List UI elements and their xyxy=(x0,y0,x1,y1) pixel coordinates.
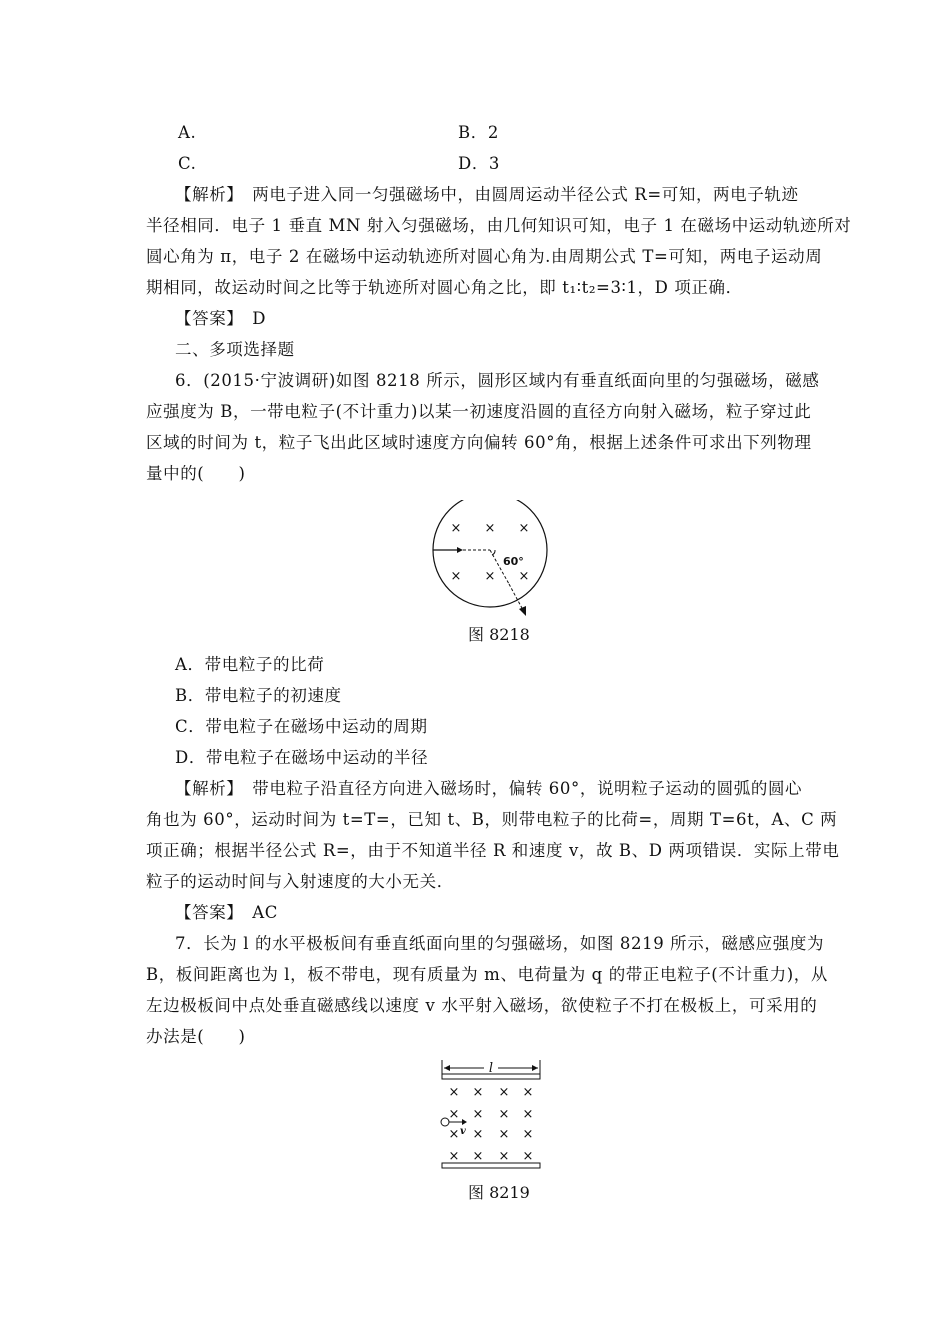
q6-analysis-line: 项正确；根据半径公式 R=，由于不知道半径 R 和速度 v，故 B、D 两项错误．实际上带电 xyxy=(146,841,840,860)
q5-option-b: B．2 xyxy=(458,123,499,142)
q7-stem-line: 7．长为 l 的水平极板间有垂直纸面向里的匀强磁场，如图 8219 所示，磁感应强度为 xyxy=(175,934,825,953)
exit-arrow-icon xyxy=(519,606,526,616)
field-cross: × xyxy=(522,1107,534,1122)
q5-analysis-line: 【解析】 两电子进入同一匀强磁场中，由圆周运动半径公式 R=可知，两电子轨迹 xyxy=(175,185,799,204)
field-cross: × xyxy=(522,1085,534,1100)
field-cross: × xyxy=(498,1107,510,1122)
q6-analysis-line: 【解析】 带电粒子沿直径方向进入磁场时，偏转 60°，说明粒子运动的圆弧的圆心 xyxy=(175,779,803,798)
q5-analysis-line: 半径相同．电子 1 垂直 MN 射入匀强磁场，由几何知识可知，电子 1 在磁场中运动轨迹所对 xyxy=(146,216,852,235)
field-cross: × xyxy=(472,1107,484,1122)
field-cross: × xyxy=(498,1085,510,1100)
q5-analysis-line: 圆心角为 π，电子 2 在磁场中运动轨迹所对圆心角为.由周期公式 T=可知，两电子运动周 xyxy=(146,247,823,266)
section-title: 二、多项选择题 xyxy=(175,340,295,359)
q6-stem-line: 量中的( ) xyxy=(146,464,246,483)
figure-caption: 图 8218 xyxy=(468,625,530,644)
figure-8219 xyxy=(432,1058,547,1174)
length-arrow-left-icon xyxy=(444,1065,450,1071)
q5-answer: 【答案】 D xyxy=(175,309,267,328)
q7-stem-line: B，板间距离也为 l，板不带电，现有质量为 m、电荷量为 q 的带正电粒子(不计重力)，从 xyxy=(146,965,828,984)
q6-stem-line: 应强度为 B，一带电粒子(不计重力)以某一初速度沿圆的直径方向射入磁场，粒子穿过此 xyxy=(146,402,812,421)
field-cross: × xyxy=(448,1127,460,1142)
q6-stem-line: 区域的时间为 t，粒子飞出此区域时速度方向偏转 60°角，根据上述条件可求出下列物理 xyxy=(146,433,812,452)
q5-option-a: A. xyxy=(178,123,197,142)
length-arrow-right-icon xyxy=(532,1065,538,1071)
q5-option-c: C. xyxy=(178,154,197,173)
q6-option-c: C．带电粒子在磁场中运动的周期 xyxy=(175,717,428,736)
field-cross: × xyxy=(448,1149,460,1164)
field-boundary-circle xyxy=(433,500,547,607)
figure-8218 xyxy=(425,500,555,620)
q6-answer: 【答案】 AC xyxy=(175,903,278,922)
length-label: l xyxy=(488,1061,494,1076)
figure-caption: 图 8219 xyxy=(468,1183,530,1202)
field-cross: × xyxy=(484,521,496,536)
velocity-label: v xyxy=(460,1126,466,1137)
q5-option-d: D．3 xyxy=(458,154,501,173)
field-cross: × xyxy=(472,1085,484,1100)
field-cross: × xyxy=(522,1149,534,1164)
q6-option-a: A．带电粒子的比荷 xyxy=(175,655,325,674)
angle-label: 60° xyxy=(503,555,524,568)
field-cross: × xyxy=(472,1149,484,1164)
field-cross: × xyxy=(450,569,462,584)
q7-stem-line: 左边极板间中点处垂直磁感线以速度 v 水平射入磁场，欲使粒子不打在极板上，可采用的 xyxy=(146,996,818,1015)
exit-path xyxy=(509,584,523,610)
particle xyxy=(441,1118,449,1126)
field-cross: × xyxy=(484,569,496,584)
q6-analysis-line: 角也为 60°，运动时间为 t=T=，已知 t、B，则带电粒子的比荷=，周期 T=6t，A、C 两 xyxy=(146,810,838,829)
field-cross: × xyxy=(450,521,462,536)
q6-stem-line: 6．(2015·宁波调研)如图 8218 所示，圆形区域内有垂直纸面向里的匀强磁场，磁感 xyxy=(175,371,820,390)
angle-arc xyxy=(492,550,495,555)
q7-stem-line: 办法是( ) xyxy=(146,1027,246,1046)
field-cross: × xyxy=(498,1149,510,1164)
q6-option-b: B．带电粒子的初速度 xyxy=(175,686,342,705)
field-cross: × xyxy=(522,1127,534,1142)
field-cross: × xyxy=(518,569,530,584)
field-cross: × xyxy=(448,1107,460,1122)
field-cross: × xyxy=(518,521,530,536)
q6-analysis-line: 粒子的运动时间与入射速度的大小无关． xyxy=(146,872,454,891)
field-cross: × xyxy=(472,1127,484,1142)
field-cross: × xyxy=(498,1127,510,1142)
field-cross: × xyxy=(448,1085,460,1100)
q6-option-d: D．带电粒子在磁场中运动的半径 xyxy=(175,748,429,767)
incoming-arrow-icon xyxy=(457,547,463,553)
velocity-arrow-icon xyxy=(462,1119,467,1125)
q5-analysis-line: 期相同，故运动时间之比等于轨迹所对圆心角之比，即 t₁∶t₂=3∶1，D 项正确． xyxy=(146,278,743,297)
